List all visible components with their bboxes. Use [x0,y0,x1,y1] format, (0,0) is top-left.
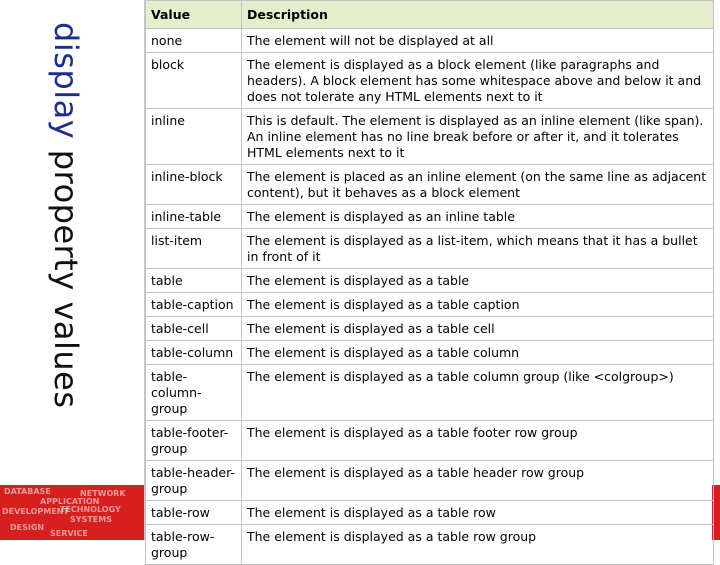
slide-title-rest: property values [47,149,85,409]
value-cell: list-item [146,229,242,269]
description-cell: The element is displayed as a table row [242,501,714,525]
value-cell: table-column-group [146,365,242,421]
table-row [146,165,714,205]
description-cell: The element is displayed as a table caption [242,293,714,317]
description-cell: The element is displayed as an inline table [242,205,714,229]
description-cell: The element will not be displayed at all [242,29,714,53]
column-header-description: Description [242,1,714,29]
corner-word: NETWORK [80,489,126,498]
table-row [146,53,714,109]
description-cell: The element is displayed as a table row group [242,525,714,565]
value-cell: table [146,269,242,293]
description-cell: The element is displayed as a table footer row group [242,421,714,461]
table-row [146,461,714,501]
value-cell: table-cell [146,317,242,341]
corner-word: DEVELOPMENT [2,507,69,516]
table-row [146,501,714,525]
corner-word: DESIGN [10,523,45,532]
description-cell: The element is displayed as a list-item, which means that it has a bullet in front of it [242,229,714,269]
description-cell: The element is displayed as a table column [242,341,714,365]
table-row [146,317,714,341]
corner-word: APPLICATION [40,497,100,506]
value-cell: none [146,29,242,53]
value-cell: inline-table [146,205,242,229]
table-row [146,525,714,565]
table-row [146,293,714,317]
value-cell: inline-block [146,165,242,205]
description-cell: The element is placed as an inline element (on the same line as adjacent content), but it behaves as a block element [242,165,714,205]
value-cell: table-column [146,341,242,365]
description-cell: The element is displayed as a table header row group [242,461,714,501]
value-cell: table-footer-group [146,421,242,461]
slide-title-keyword: display [47,22,85,140]
table-row [146,229,714,269]
corner-decoration [0,485,145,540]
table-row [146,109,714,165]
value-cell: table-row [146,501,242,525]
table-body [146,29,714,565]
table-row [146,421,714,461]
corner-word: DATABASE [4,487,51,496]
table-row [146,341,714,365]
value-cell: inline [146,109,242,165]
corner-word: SYSTEMS [70,515,112,524]
description-cell: The element is displayed as a table [242,269,714,293]
table-row [146,365,714,421]
table-header-row [146,1,714,29]
slide-title [47,22,85,409]
property-table [145,0,714,565]
table-row [146,205,714,229]
description-cell: The element is displayed as a block element (like paragraphs and headers). A block element has some whitespace above and below it and does not tolerate any HTML elements next to it [242,53,714,109]
table-row [146,29,714,53]
corner-word: TECHNOLOGY [60,505,121,514]
table-row [146,269,714,293]
value-cell: table-caption [146,293,242,317]
value-cell: block [146,53,242,109]
description-cell: The element is displayed as a table cell [242,317,714,341]
column-header-value: Value [146,1,242,29]
corner-word: SERVICE [50,529,88,538]
description-cell: The element is displayed as a table column group (like <colgroup>) [242,365,714,421]
value-cell: table-header-group [146,461,242,501]
property-table-container [144,0,713,560]
description-cell: This is default. The element is displayed as an inline element (like span). An inline element has no line break before or after it, and it tolerates HTML elements next to it [242,109,714,165]
value-cell: table-row-group [146,525,242,565]
